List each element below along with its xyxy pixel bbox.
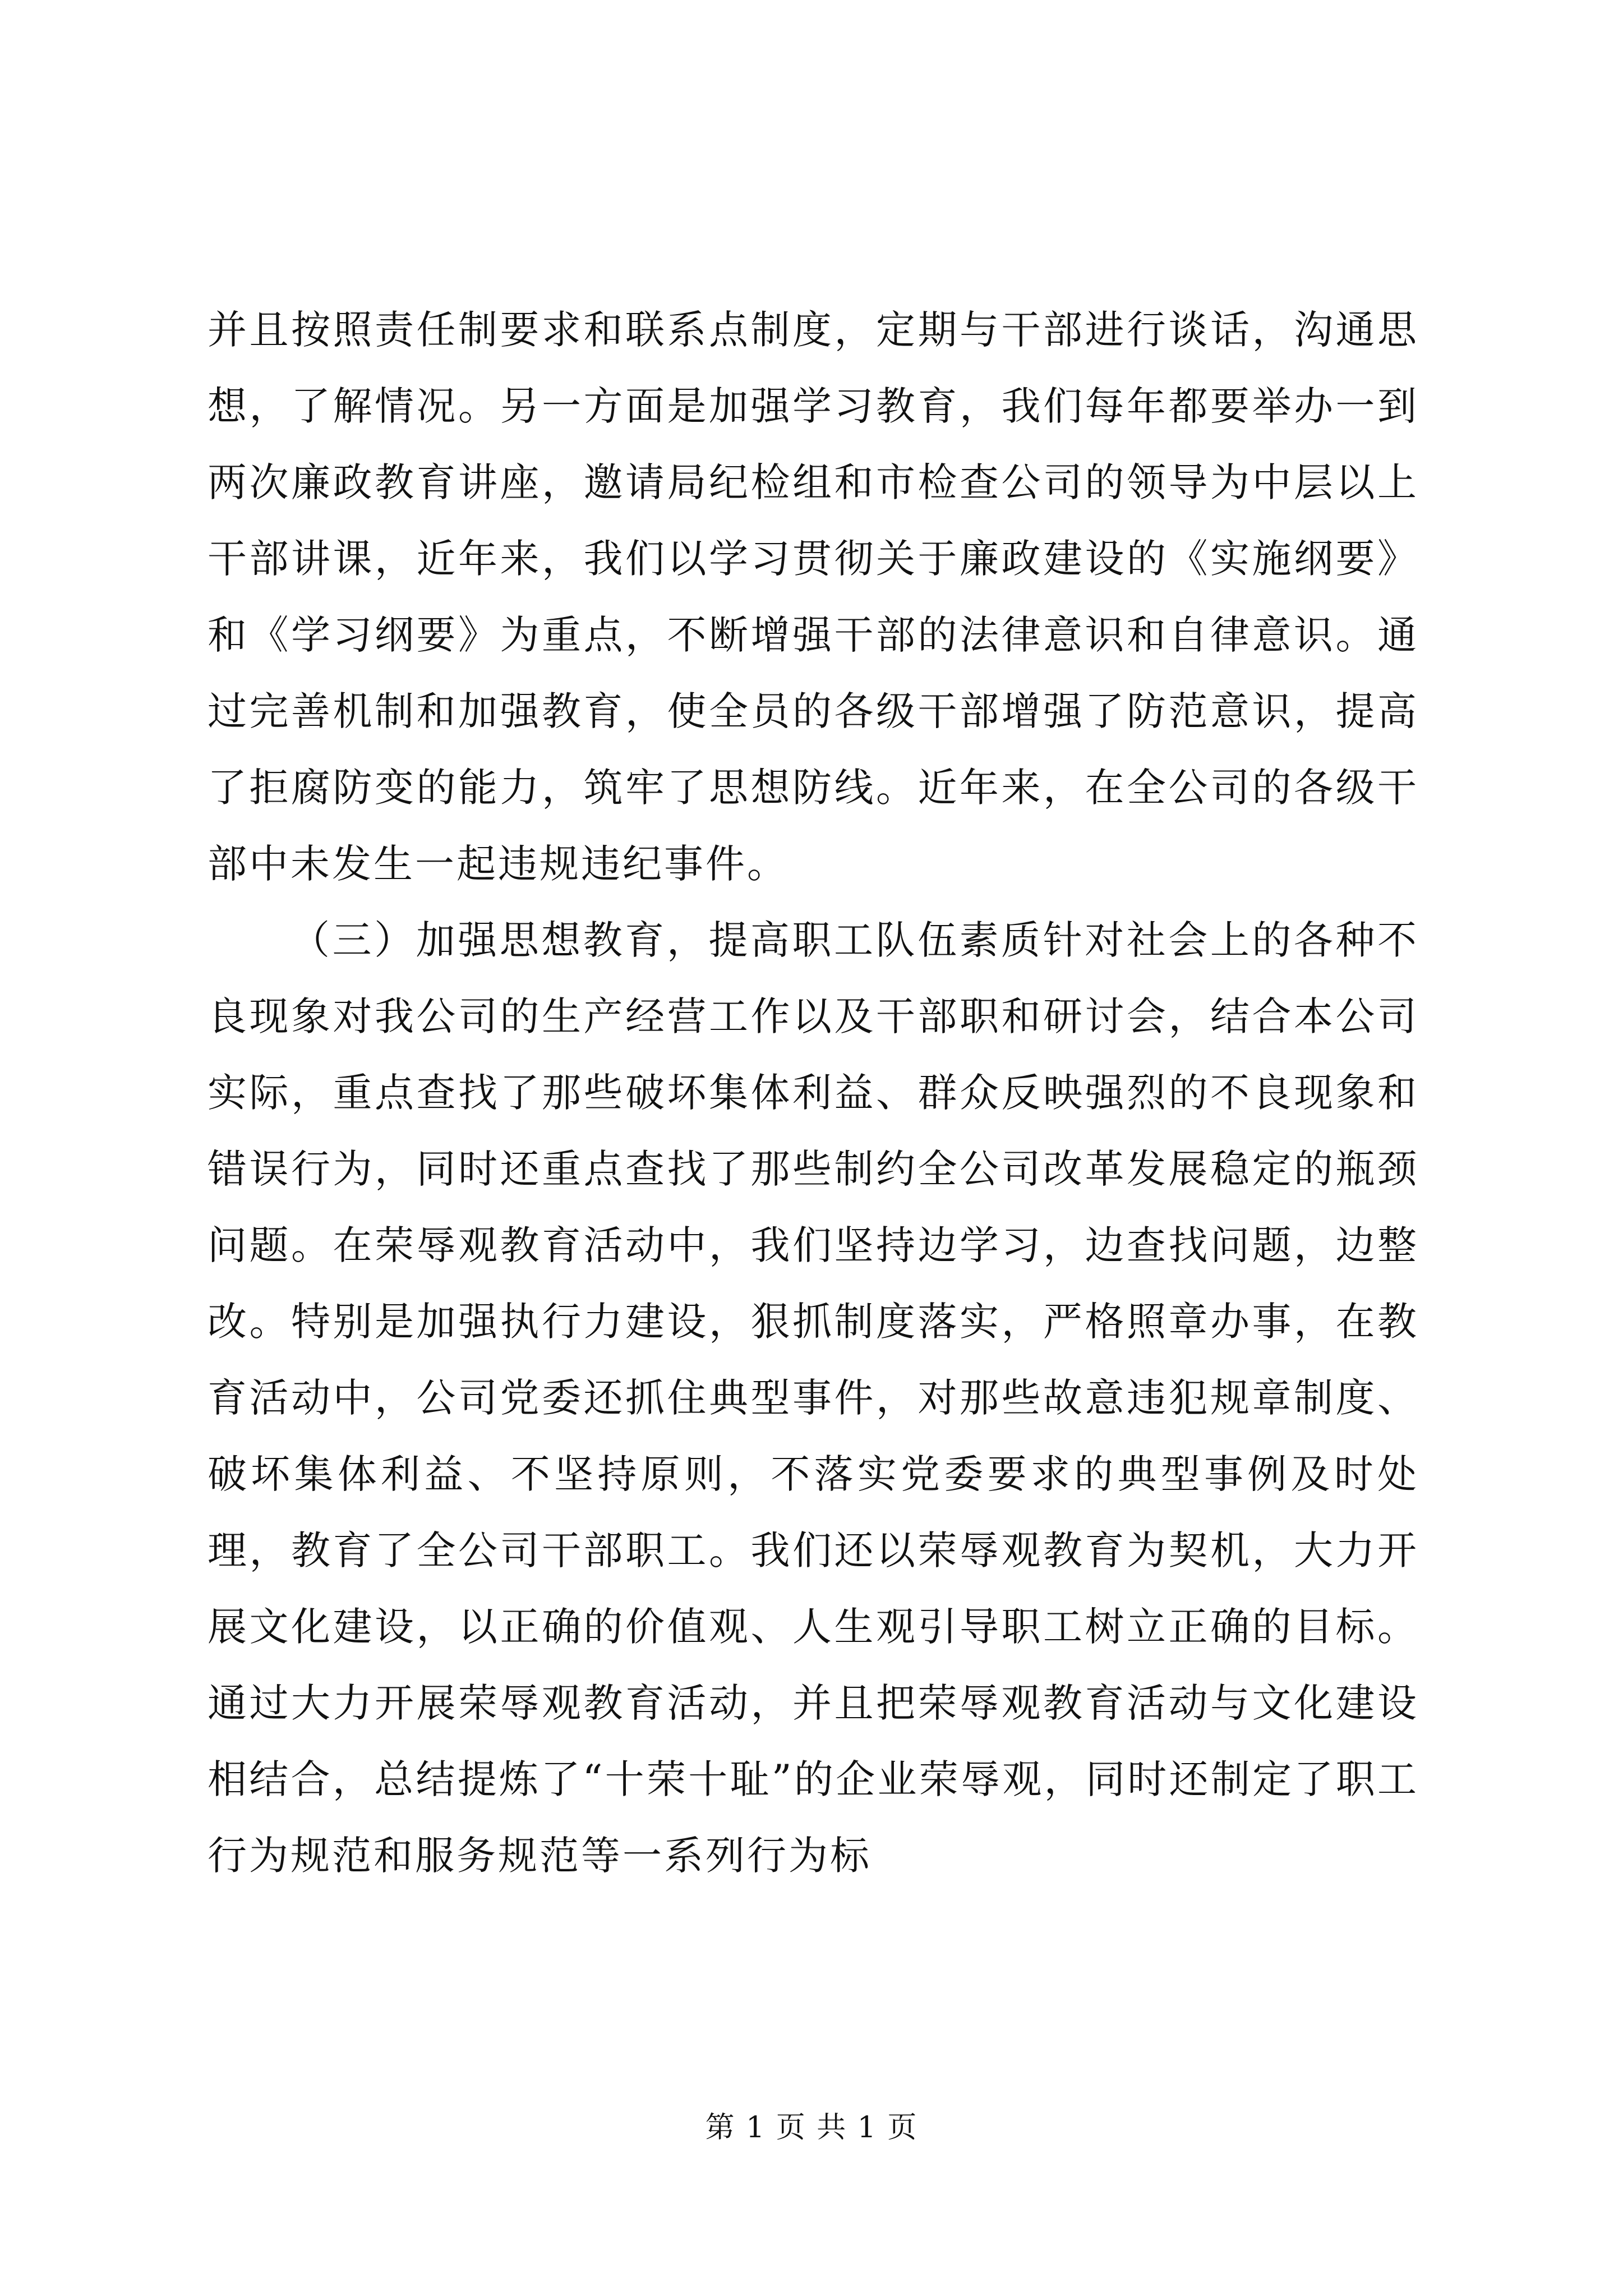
page-footer: 第 1 页 共 1 页	[705, 2111, 918, 2145]
body-text	[208, 292, 1419, 1894]
paragraph-2: （三）加强思想教育，提高职工队伍素质针对社会上的各种不良现象对我公司的生产经营工作以及干部职和研讨会，结合本公司实际，重点查找了那些破坏集体利益、群众反映强烈的不良现象和错误行为，同时还重点查找了那些制约全公司改革发展稳定的瓶颈问题。在荣辱观教育活动中，我们坚持边学习，边查找问题，边整改。特别是加强执行力建设，狠抓制度落实，严格照章办事，在教育活动中，公司党委还抓住典型事件，对那些故意违犯规章制度、破坏集体利益、不坚持原则，不落实党委要求的典型事例及时处理，教育了全公司干部职工。我们还以荣辱观教育为契机，大力开展文化建设，以正确的价值观、人生观引导职工树立正确的目标。通过大力开展荣辱观教育活动，并且把荣辱观教育活动与文化建设相结合，总结提炼了“十荣十耻”的企业荣辱观，同时还制定了职工行为规范和服务规范等一系列行为标	[208, 917, 1419, 1879]
paragraph-1: 并且按照责任制要求和联系点制度，定期与干部进行谈话，沟通思想，了解情况。另一方面是加强学习教育，我们每年都要举办一到两次廉政教育讲座，邀请局纪检组和市检查公司的领导为中层以上干部讲课，近年来，我们以学习贯彻关于廉政建设的《实施纲要》和《学习纲要》为重点，不断增强干部的法律意识和自律意识。通过完善机制和加强教育，使全员的各级干部增强了防范意识，提高了拒腐防变的能力，筑牢了思想防线。近年来，在全公司的各级干部中未发生一起违规违纪事件。	[208, 307, 1419, 887]
